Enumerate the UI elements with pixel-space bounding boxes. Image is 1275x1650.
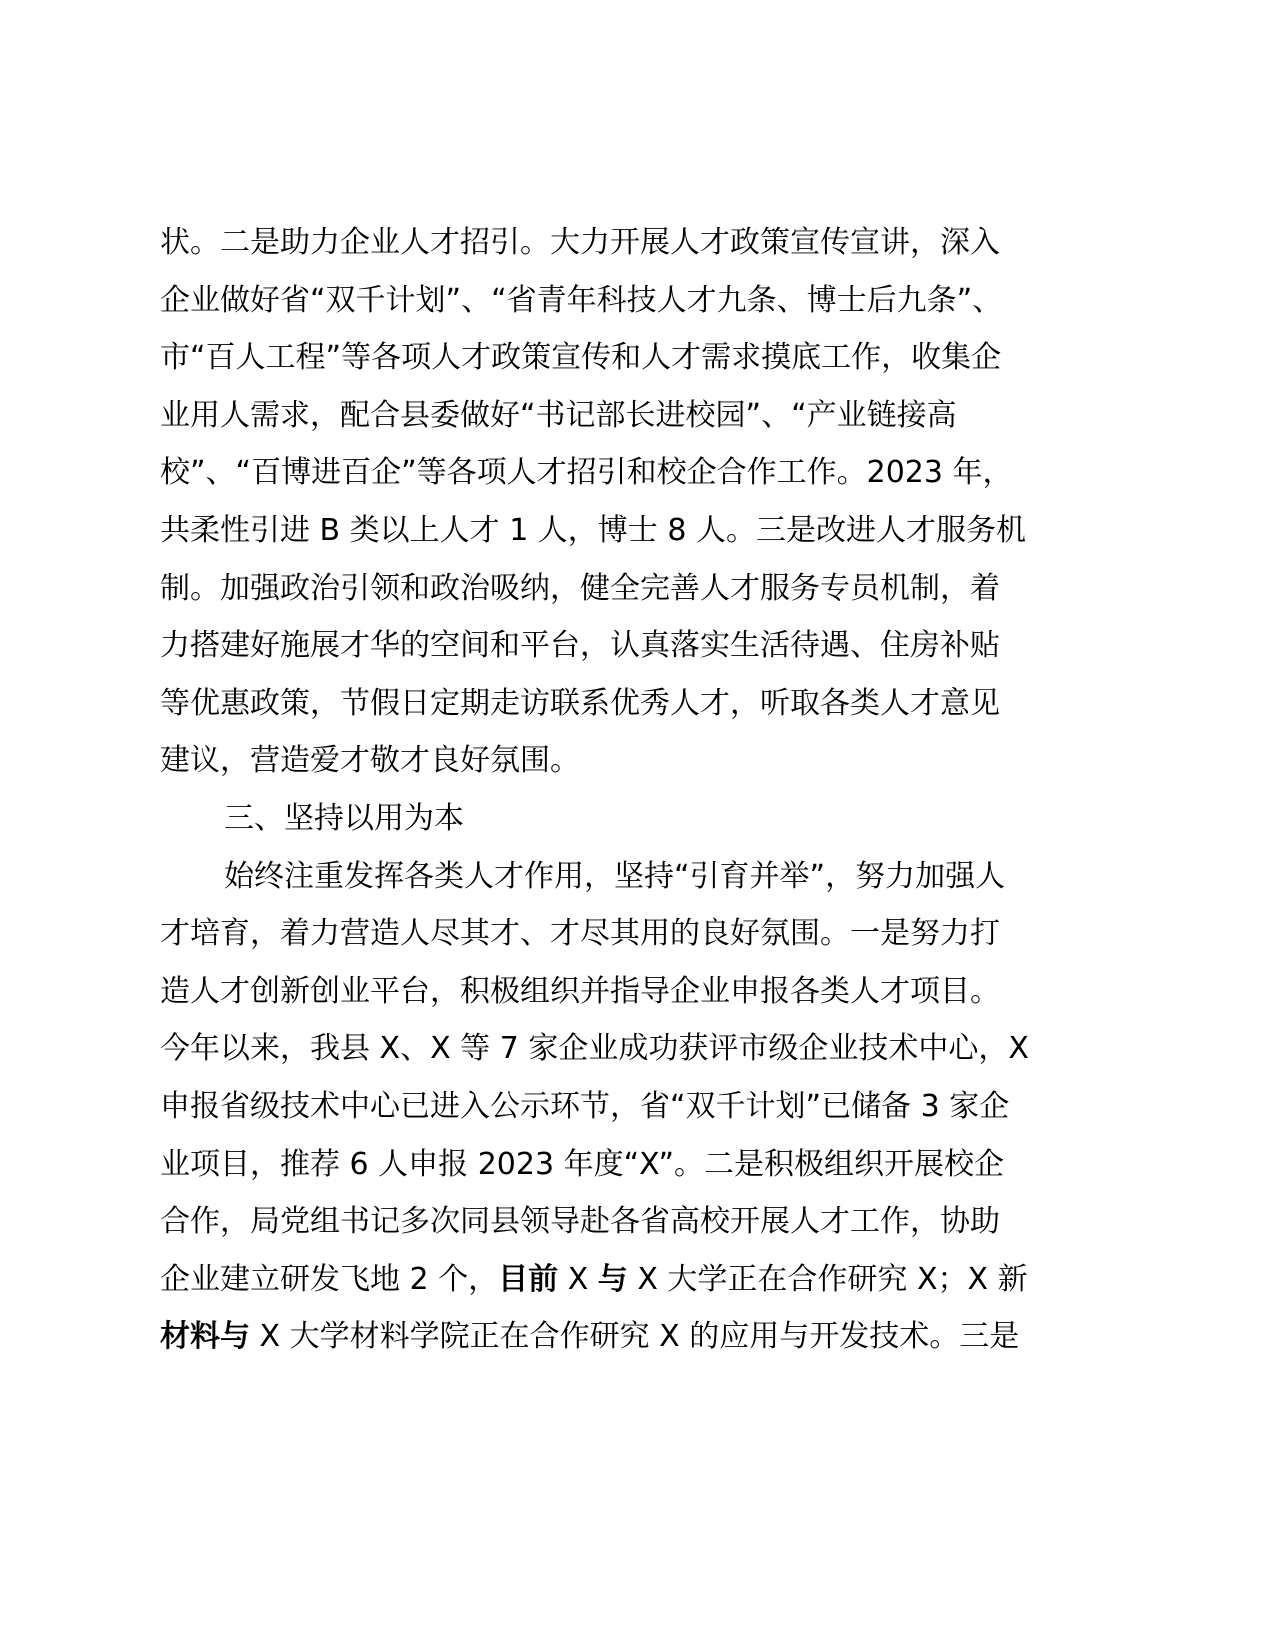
text-segment-bold: 目前 xyxy=(498,1261,559,1297)
text-line: 等优惠政策，节假日定期走访联系优秀人才，听取各类人才意见 xyxy=(160,685,1000,721)
text-line: 校”、“百博进百企”等各项人才招引和校企合作工作。2023 年， xyxy=(160,455,1013,491)
text-line: 建议，营造爱才敬才良好氛围。 xyxy=(160,743,580,779)
text-segment-bold: 材料与 xyxy=(160,1319,250,1355)
text-line xyxy=(160,1251,1060,1309)
text-line: 今年以来，我县 X、X 等 7 家企业成功获评市级企业技术中心，X xyxy=(160,1031,1029,1067)
text-line: 始终注重发挥各类人才作用，坚持“引育并举”，努力加强人 xyxy=(224,858,1006,894)
text-line xyxy=(160,1308,1060,1366)
text-line: 业用人需求，配合县委做好“书记部长进校园”、“产业链接高 xyxy=(160,397,957,433)
text-line: 业项目，推荐 6 人申报 2023 年度“X”。二是积极组织开展校企 xyxy=(160,1146,1004,1182)
body-text xyxy=(160,214,1060,1366)
text-line: 制。加强政治引领和政治吸纳，健全完善人才服务专员机制，着 xyxy=(160,570,1000,606)
text-segment: X xyxy=(558,1261,598,1297)
text-line: 状。二是助力企业人才招引。大力开展人才政策宣传宣讲，深入 xyxy=(160,225,1000,260)
text-line: 合作，局党组书记多次同县领导赴各省高校开展人才工作，协助 xyxy=(160,1204,1000,1240)
text-line: 企业做好省“双千计划”、“省青年科技人才九条、博士后九条”、 xyxy=(160,282,1003,318)
text-line: 造人才创新创业平台，积极组织并指导企业申报各类人才项目。 xyxy=(160,973,1000,1009)
section-heading: 三、坚持以用为本 xyxy=(224,800,464,836)
text-line: 共柔性引进 B 类以上人才 1 人，博士 8 人。三是改进人才服务机 xyxy=(160,512,1026,548)
text-line: 才培育，着力营造人尽其才、才尽其用的良好氛围。一是努力打 xyxy=(160,916,1000,952)
text-segment: X 大学材料学院正在合作研究 X 的应用与开发技术。三是 xyxy=(250,1319,1020,1355)
text-line: 申报省级技术中心已进入公示环节，省“双千计划”已储备 3 家企 xyxy=(160,1088,1010,1124)
text-line: 市“百人工程”等各项人才政策宣传和人才需求摸底工作，收集企 xyxy=(160,340,1002,376)
text-segment: 企业建立研发飞地 2 个， xyxy=(160,1261,499,1297)
text-segment-bold: 与 xyxy=(597,1261,628,1297)
text-segment: X 大学正在合作研究 X；X 新 xyxy=(627,1261,1028,1297)
text-line: 力搭建好施展才华的空间和平台，认真落实生活待遇、住房补贴 xyxy=(160,628,1000,664)
